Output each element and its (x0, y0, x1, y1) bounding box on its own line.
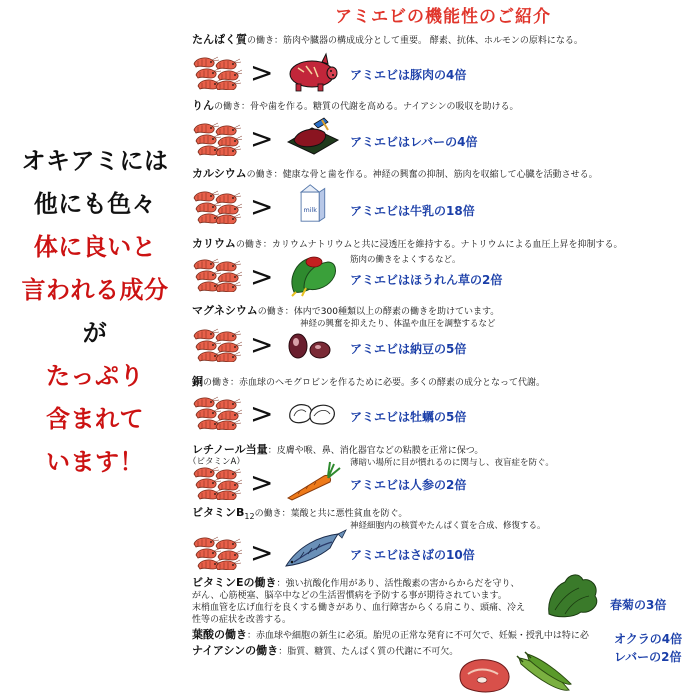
milk-icon (284, 183, 340, 223)
nutrient-vitamin-b12: ビタミン$B_{12}$の働き：葉酸と共に悪性貧血を防ぐ。 (192, 506, 408, 521)
shrimp-icon (192, 536, 242, 570)
greater-than-sign: > (250, 536, 274, 569)
carrot-icon (284, 458, 342, 502)
pig-icon (284, 52, 340, 92)
liver-icon (284, 116, 340, 156)
slogan-line: います！ (46, 448, 144, 476)
greater-than-sign: > (250, 328, 274, 361)
nutrient-potassium: カリウムの働き：カリウムナトリウムと共に浸透圧を維持する。ナトリウムによる血圧上昇を抑制する。 (192, 237, 623, 250)
comparison-phosphorus: アミエビはレバーの4倍 (350, 135, 478, 149)
nutrient-desc: 皮膚や喉、鼻、消化器官などの粘膜を正常に保つ。 (276, 446, 484, 456)
slogan-line: 他にも色々 (33, 190, 157, 218)
niacin-name: ナイアシンの働き (192, 644, 279, 657)
comparison-niacin: レバーの2倍 (614, 650, 682, 664)
nutrient-magnesium: マグネシウムの働き：体内で300種類以上の酵素の働きを助けています。 (192, 304, 500, 317)
mackerel-icon (284, 528, 348, 572)
slogan-line: たっぷり (46, 362, 144, 390)
nutrient-name: ビタミンB (192, 506, 245, 519)
nutrient-desc: 葉酸と共に悪性貧血を防ぐ。 (290, 509, 408, 519)
slogan-line: オキアミには (21, 147, 169, 175)
shrimp-icon (192, 190, 242, 224)
nutrient-name: りん (192, 99, 214, 112)
comparison-copper: アミエビは牡蠣の5倍 (350, 410, 467, 424)
shrimp-icon (192, 56, 242, 90)
slogan-line: 体に良いと (33, 233, 157, 261)
comparison-vitamin-b12: アミエビはさばの10倍 (350, 548, 475, 562)
niacin-block: ナイアシンの働き：脂質、糖質、たんぱく質の代謝に不可欠。 (192, 644, 459, 657)
nutrient-desc: カリウムナトリウムと共に浸透圧を維持する。ナトリウムによる血圧上昇を抑制する。 (271, 240, 623, 250)
nutrient-desc: 筋肉や臓器の構成成分として重要。 酵素、抗体、ホルモンの原料になる。 (283, 36, 583, 46)
greater-than-sign: > (250, 122, 274, 155)
nutrient-copper: 銅の働き：赤血球のヘモグロビンを作るために必要。多くの酵素の成分となって代謝。 (192, 375, 546, 388)
nutrient-calcium: カルシウムの働き：健康な骨と歯を作る。神経の興奮の抑制、筋肉を収縮して心臓を活動させる。 (192, 167, 598, 180)
comparison-vitamin-e: 春菊の3倍 (610, 598, 667, 612)
page-title: アミエビの機能性のご紹介 (335, 7, 551, 27)
nutrient-name: マグネシウム (192, 304, 258, 317)
shrimp-icon (192, 122, 242, 156)
nutrient-name: カルシウム (192, 167, 247, 180)
slogan-line: 含まれて (46, 405, 144, 433)
slogan-line: 言われる成分 (21, 276, 169, 304)
okra-icon (515, 650, 575, 698)
comparison-protein: アミエビは豚肉の4倍 (350, 68, 467, 82)
nutrient-name: レチノール当量 (192, 443, 268, 456)
greater-than-sign: > (250, 190, 274, 223)
greater-than-sign: > (250, 56, 274, 89)
greater-than-sign: > (250, 260, 274, 293)
folate-name: 葉酸の働き (192, 628, 247, 641)
beans-icon (284, 326, 340, 366)
comparison-potassium: アミエビはほうれん草の2倍 (350, 273, 503, 287)
nutrient-note: 神経の興奮を抑えたり、体温や血圧を調整するなど (300, 319, 496, 329)
nutrient-desc: 健康な骨と歯を作る。神経の興奮の抑制、筋肉を収縮して心臓を活動させる。 (282, 170, 598, 180)
nutrient-name: たんぱく質 (192, 33, 247, 46)
greater-than-sign: > (250, 397, 274, 430)
slogan-line: が (82, 319, 108, 347)
nutrient-retinol: レチノール当量：皮膚や喉、鼻、消化器官などの粘膜を正常に保つ。 (192, 443, 484, 456)
nutrient-sublabel: （ビタミンA） (188, 457, 245, 467)
nutrient-note: 筋肉の働きをよくするなど。 (350, 255, 461, 265)
comparison-folate: オクラの4倍 (614, 632, 683, 646)
folate-block: 葉酸の働き：赤血球や細胞の新生に必須。胎児の正常な発育に不可欠で、妊娠・授乳中は特に必 (192, 628, 589, 641)
shrimp-icon (192, 328, 242, 362)
nutrient-name: 銅 (192, 375, 203, 388)
nutrient-note: 神経細胞内の核質やたんぱく質を合成、修復する。 (350, 521, 546, 531)
svg-text:milk: milk (303, 207, 317, 215)
vitamin-e-name: ビタミンEの働き (192, 576, 277, 589)
slogan (0, 140, 190, 484)
nutrient-protein: たんぱく質の働き：筋肉や臓器の構成成分として重要。 酵素、抗体、ホルモンの原料になる。 (192, 33, 583, 46)
vitamin-e-block: ビタミンEの働き：強い抗酸化作用があり、活性酸素の害からからだを守り、 がん、心筋梗塞、脳卒中などの生活習慣病を予防する事が期待されています。 末梢血管を広げ血行を良くする働きがあり、血行障害からくる肩こり、頭痛、冷え 性等の症状を改善する。 (192, 576, 526, 625)
comparison-calcium: アミエビは牛乳の18倍 (350, 204, 475, 218)
spinach-icon (284, 252, 344, 298)
shrimp-icon (192, 396, 242, 430)
greater-than-sign: > (250, 466, 274, 499)
shrimp-icon (192, 466, 242, 500)
oyster-icon (284, 394, 340, 434)
shrimp-icon (192, 258, 242, 292)
shungiku-icon (545, 570, 603, 618)
nutrient-desc: 赤血球のヘモグロビンを作るために必要。多くの酵素の成分となって代謝。 (239, 378, 546, 388)
meat-icon (456, 652, 516, 696)
nutrient-note: 薄暗い場所に目が慣れるのに関与し、夜盲症を防ぐ。 (350, 458, 554, 468)
nutrient-desc: 体内で300種類以上の酵素の働きを助けています。 (293, 307, 500, 317)
nutrient-phosphorus: りんの働き：骨や歯を作る。糖質の代謝を高める。ナイアシンの吸収を助ける。 (192, 99, 519, 112)
nutrient-desc: 骨や歯を作る。糖質の代謝を高める。ナイアシンの吸収を助ける。 (250, 102, 519, 112)
nutrient-name: カリウム (192, 237, 236, 250)
comparison-magnesium: アミエビは納豆の5倍 (350, 342, 467, 356)
comparison-retinol: アミエビは人参の2倍 (350, 478, 467, 492)
